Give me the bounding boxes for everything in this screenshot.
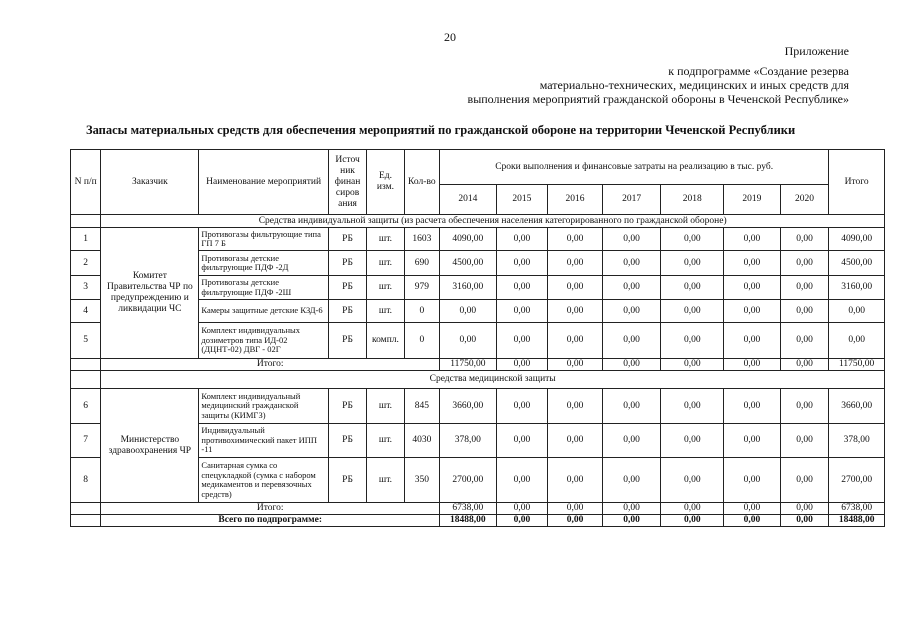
- value-cell: 0,00: [496, 458, 548, 503]
- value-cell: 0,00: [661, 276, 724, 300]
- header-name: Наименование мероприятий: [199, 150, 328, 215]
- source-cell: РБ: [328, 251, 366, 276]
- value-cell: 0,00: [496, 359, 548, 371]
- header-year: 2016: [548, 185, 603, 215]
- supplies-table: [70, 149, 885, 527]
- value-cell: 0,00: [724, 515, 781, 527]
- header-year: 2019: [724, 185, 781, 215]
- value-cell: 0,00: [661, 359, 724, 371]
- item-name: Комплект индивидуальный медицинский гражданской защиты (КИМГЗ): [199, 389, 328, 424]
- header-customer: Заказчик: [101, 150, 199, 215]
- qty-cell: 0: [404, 300, 439, 323]
- value-cell: 0,00: [661, 458, 724, 503]
- value-cell: 0,00: [780, 251, 829, 276]
- row-number: 4: [71, 300, 101, 323]
- header-total: Итого: [829, 150, 885, 215]
- appendix-title: Приложение: [784, 44, 849, 58]
- total-cell: 3660,00: [829, 389, 885, 424]
- value-cell: 0,00: [724, 424, 781, 458]
- value-cell: 18488,00: [440, 515, 497, 527]
- section-title: Средства медицинской защиты: [101, 371, 885, 389]
- unit-cell: шт.: [367, 228, 404, 251]
- total-cell: 6738,00: [829, 503, 885, 515]
- header-num: N п/п: [71, 150, 101, 215]
- value-cell: 0,00: [780, 515, 829, 527]
- value-cell: 0,00: [724, 503, 781, 515]
- value-cell: 0,00: [548, 276, 603, 300]
- unit-cell: шт.: [367, 276, 404, 300]
- unit-cell: шт.: [367, 300, 404, 323]
- value-cell: 0,00: [602, 458, 661, 503]
- value-cell: 0,00: [602, 503, 661, 515]
- value-cell: 4090,00: [440, 228, 497, 251]
- total-cell: 2700,00: [829, 458, 885, 503]
- value-cell: 378,00: [440, 424, 497, 458]
- appendix-note: [468, 44, 849, 106]
- value-cell: 0,00: [724, 228, 781, 251]
- item-name: Комплект индивидуальных дозиметров типа ИД-02 (ДЦНТ-02) ДВГ - 02Г: [199, 323, 328, 359]
- subtotal-label: Итого:: [101, 503, 440, 515]
- value-cell: 0,00: [602, 300, 661, 323]
- value-cell: 0,00: [496, 503, 548, 515]
- value-cell: 3160,00: [440, 276, 497, 300]
- value-cell: 0,00: [724, 276, 781, 300]
- qty-cell: 0: [404, 323, 439, 359]
- value-cell: 0,00: [496, 251, 548, 276]
- subtotal-row: [71, 359, 885, 371]
- value-cell: 0,00: [780, 359, 829, 371]
- header-terms: Сроки выполнения и финансовые затраты на реализацию в тыс. руб.: [440, 150, 829, 185]
- item-name: Противогазы детские фильтрующие ПДФ -2Ш: [199, 276, 328, 300]
- value-cell: 0,00: [724, 323, 781, 359]
- source-cell: РБ: [328, 323, 366, 359]
- value-cell: 0,00: [602, 359, 661, 371]
- value-cell: 0,00: [661, 389, 724, 424]
- total-cell: 11750,00: [829, 359, 885, 371]
- header-year: 2014: [440, 185, 497, 215]
- subtotal-row: [71, 503, 885, 515]
- total-cell: 0,00: [829, 323, 885, 359]
- source-cell: РБ: [328, 424, 366, 458]
- total-cell: 18488,00: [829, 515, 885, 527]
- value-cell: 0,00: [602, 389, 661, 424]
- header-year: 2020: [780, 185, 829, 215]
- value-cell: 0,00: [661, 503, 724, 515]
- header-qty: Кол-во: [404, 150, 439, 215]
- header-source: Источ ник финан сиров ания: [328, 150, 366, 215]
- value-cell: 0,00: [496, 389, 548, 424]
- value-cell: 0,00: [496, 515, 548, 527]
- value-cell: 0,00: [548, 424, 603, 458]
- value-cell: 0,00: [496, 424, 548, 458]
- qty-cell: 4030: [404, 424, 439, 458]
- header-year: 2015: [496, 185, 548, 215]
- value-cell: 0,00: [440, 323, 497, 359]
- value-cell: 0,00: [780, 458, 829, 503]
- value-cell: 0,00: [548, 359, 603, 371]
- value-cell: 0,00: [661, 323, 724, 359]
- value-cell: 0,00: [602, 424, 661, 458]
- value-cell: 0,00: [780, 389, 829, 424]
- total-cell: 3160,00: [829, 276, 885, 300]
- value-cell: 0,00: [548, 503, 603, 515]
- value-cell: 0,00: [661, 424, 724, 458]
- value-cell: 0,00: [602, 515, 661, 527]
- value-cell: 0,00: [496, 323, 548, 359]
- total-cell: 4500,00: [829, 251, 885, 276]
- unit-cell: шт.: [367, 424, 404, 458]
- value-cell: 0,00: [548, 251, 603, 276]
- value-cell: 0,00: [440, 300, 497, 323]
- value-cell: 0,00: [780, 503, 829, 515]
- source-cell: РБ: [328, 300, 366, 323]
- page-number: 20: [444, 30, 456, 44]
- unit-cell: шт.: [367, 251, 404, 276]
- value-cell: 0,00: [602, 276, 661, 300]
- row-number: 8: [71, 458, 101, 503]
- appendix-line: материально-технических, медицинских и иных средств для: [539, 78, 849, 92]
- value-cell: 0,00: [548, 515, 603, 527]
- qty-cell: 979: [404, 276, 439, 300]
- qty-cell: 1603: [404, 228, 439, 251]
- grand-total-label: Всего по подпрограмме:: [101, 515, 440, 527]
- value-cell: 2700,00: [440, 458, 497, 503]
- value-cell: 3660,00: [440, 389, 497, 424]
- total-cell: 4090,00: [829, 228, 885, 251]
- value-cell: 0,00: [724, 359, 781, 371]
- qty-cell: 690: [404, 251, 439, 276]
- total-cell: 378,00: [829, 424, 885, 458]
- value-cell: 0,00: [780, 323, 829, 359]
- unit-cell: шт.: [367, 458, 404, 503]
- header-unit: Ед. изм.: [367, 150, 404, 215]
- item-name: Камеры защитные детские КЗД-6: [199, 300, 328, 323]
- section-title: Средства индивидуальной защиты (из расчета обеспечения населения категорированного по гражданской обороне): [101, 215, 885, 228]
- value-cell: 0,00: [602, 323, 661, 359]
- value-cell: 11750,00: [440, 359, 497, 371]
- customer-cell: Комитет Правительства ЧР по предупреждению и ликвидации ЧС: [101, 228, 199, 359]
- item-name: Санитарная сумка со спецукладкой (сумка с набором медикаментов и перевязочных средств): [199, 458, 328, 503]
- unit-cell: шт.: [367, 389, 404, 424]
- table-row: [71, 389, 885, 424]
- qty-cell: 845: [404, 389, 439, 424]
- row-number: 2: [71, 251, 101, 276]
- value-cell: 0,00: [661, 251, 724, 276]
- document-heading: Запасы материальных средств для обеспечения мероприятий по гражданской обороне на территории Чеченской Республики: [86, 123, 796, 137]
- item-name: Противогазы детские фильтрующие ПДФ -2Д: [199, 251, 328, 276]
- source-cell: РБ: [328, 389, 366, 424]
- value-cell: 0,00: [548, 323, 603, 359]
- row-number: 7: [71, 424, 101, 458]
- row-number: 1: [71, 228, 101, 251]
- subtotal-label: Итого:: [101, 359, 440, 371]
- value-cell: 0,00: [548, 389, 603, 424]
- value-cell: 0,00: [724, 458, 781, 503]
- value-cell: 0,00: [548, 300, 603, 323]
- value-cell: 0,00: [602, 251, 661, 276]
- value-cell: 4500,00: [440, 251, 497, 276]
- value-cell: 0,00: [661, 515, 724, 527]
- row-number: 6: [71, 389, 101, 424]
- qty-cell: 350: [404, 458, 439, 503]
- value-cell: 0,00: [780, 424, 829, 458]
- customer-cell: Министерство здравоохранения ЧР: [101, 389, 199, 503]
- value-cell: 0,00: [724, 300, 781, 323]
- source-cell: РБ: [328, 276, 366, 300]
- row-number: 5: [71, 323, 101, 359]
- source-cell: РБ: [328, 228, 366, 251]
- value-cell: 0,00: [724, 251, 781, 276]
- value-cell: 0,00: [602, 228, 661, 251]
- item-name: Противогазы фильтрующие типа ГП 7 Б: [199, 228, 328, 251]
- unit-cell: компл.: [367, 323, 404, 359]
- source-cell: РБ: [328, 458, 366, 503]
- header-year: 2017: [602, 185, 661, 215]
- row-number: 3: [71, 276, 101, 300]
- value-cell: 0,00: [496, 300, 548, 323]
- value-cell: 0,00: [548, 228, 603, 251]
- value-cell: 6738,00: [440, 503, 497, 515]
- item-name: Индивидуальный противохимический пакет ИПП -11: [199, 424, 328, 458]
- header-year: 2018: [661, 185, 724, 215]
- appendix-line: выполнения мероприятий гражданской обороны в Чеченской Республике»: [467, 92, 849, 106]
- value-cell: 0,00: [661, 300, 724, 323]
- value-cell: 0,00: [496, 276, 548, 300]
- value-cell: 0,00: [724, 389, 781, 424]
- appendix-line: к подпрограмме «Создание резерва: [668, 64, 849, 78]
- total-cell: 0,00: [829, 300, 885, 323]
- value-cell: 0,00: [661, 228, 724, 251]
- value-cell: 0,00: [780, 300, 829, 323]
- value-cell: 0,00: [780, 276, 829, 300]
- grand-total-row: [71, 515, 885, 527]
- table-row: [71, 228, 885, 251]
- value-cell: 0,00: [548, 458, 603, 503]
- value-cell: 0,00: [496, 228, 548, 251]
- value-cell: 0,00: [780, 228, 829, 251]
